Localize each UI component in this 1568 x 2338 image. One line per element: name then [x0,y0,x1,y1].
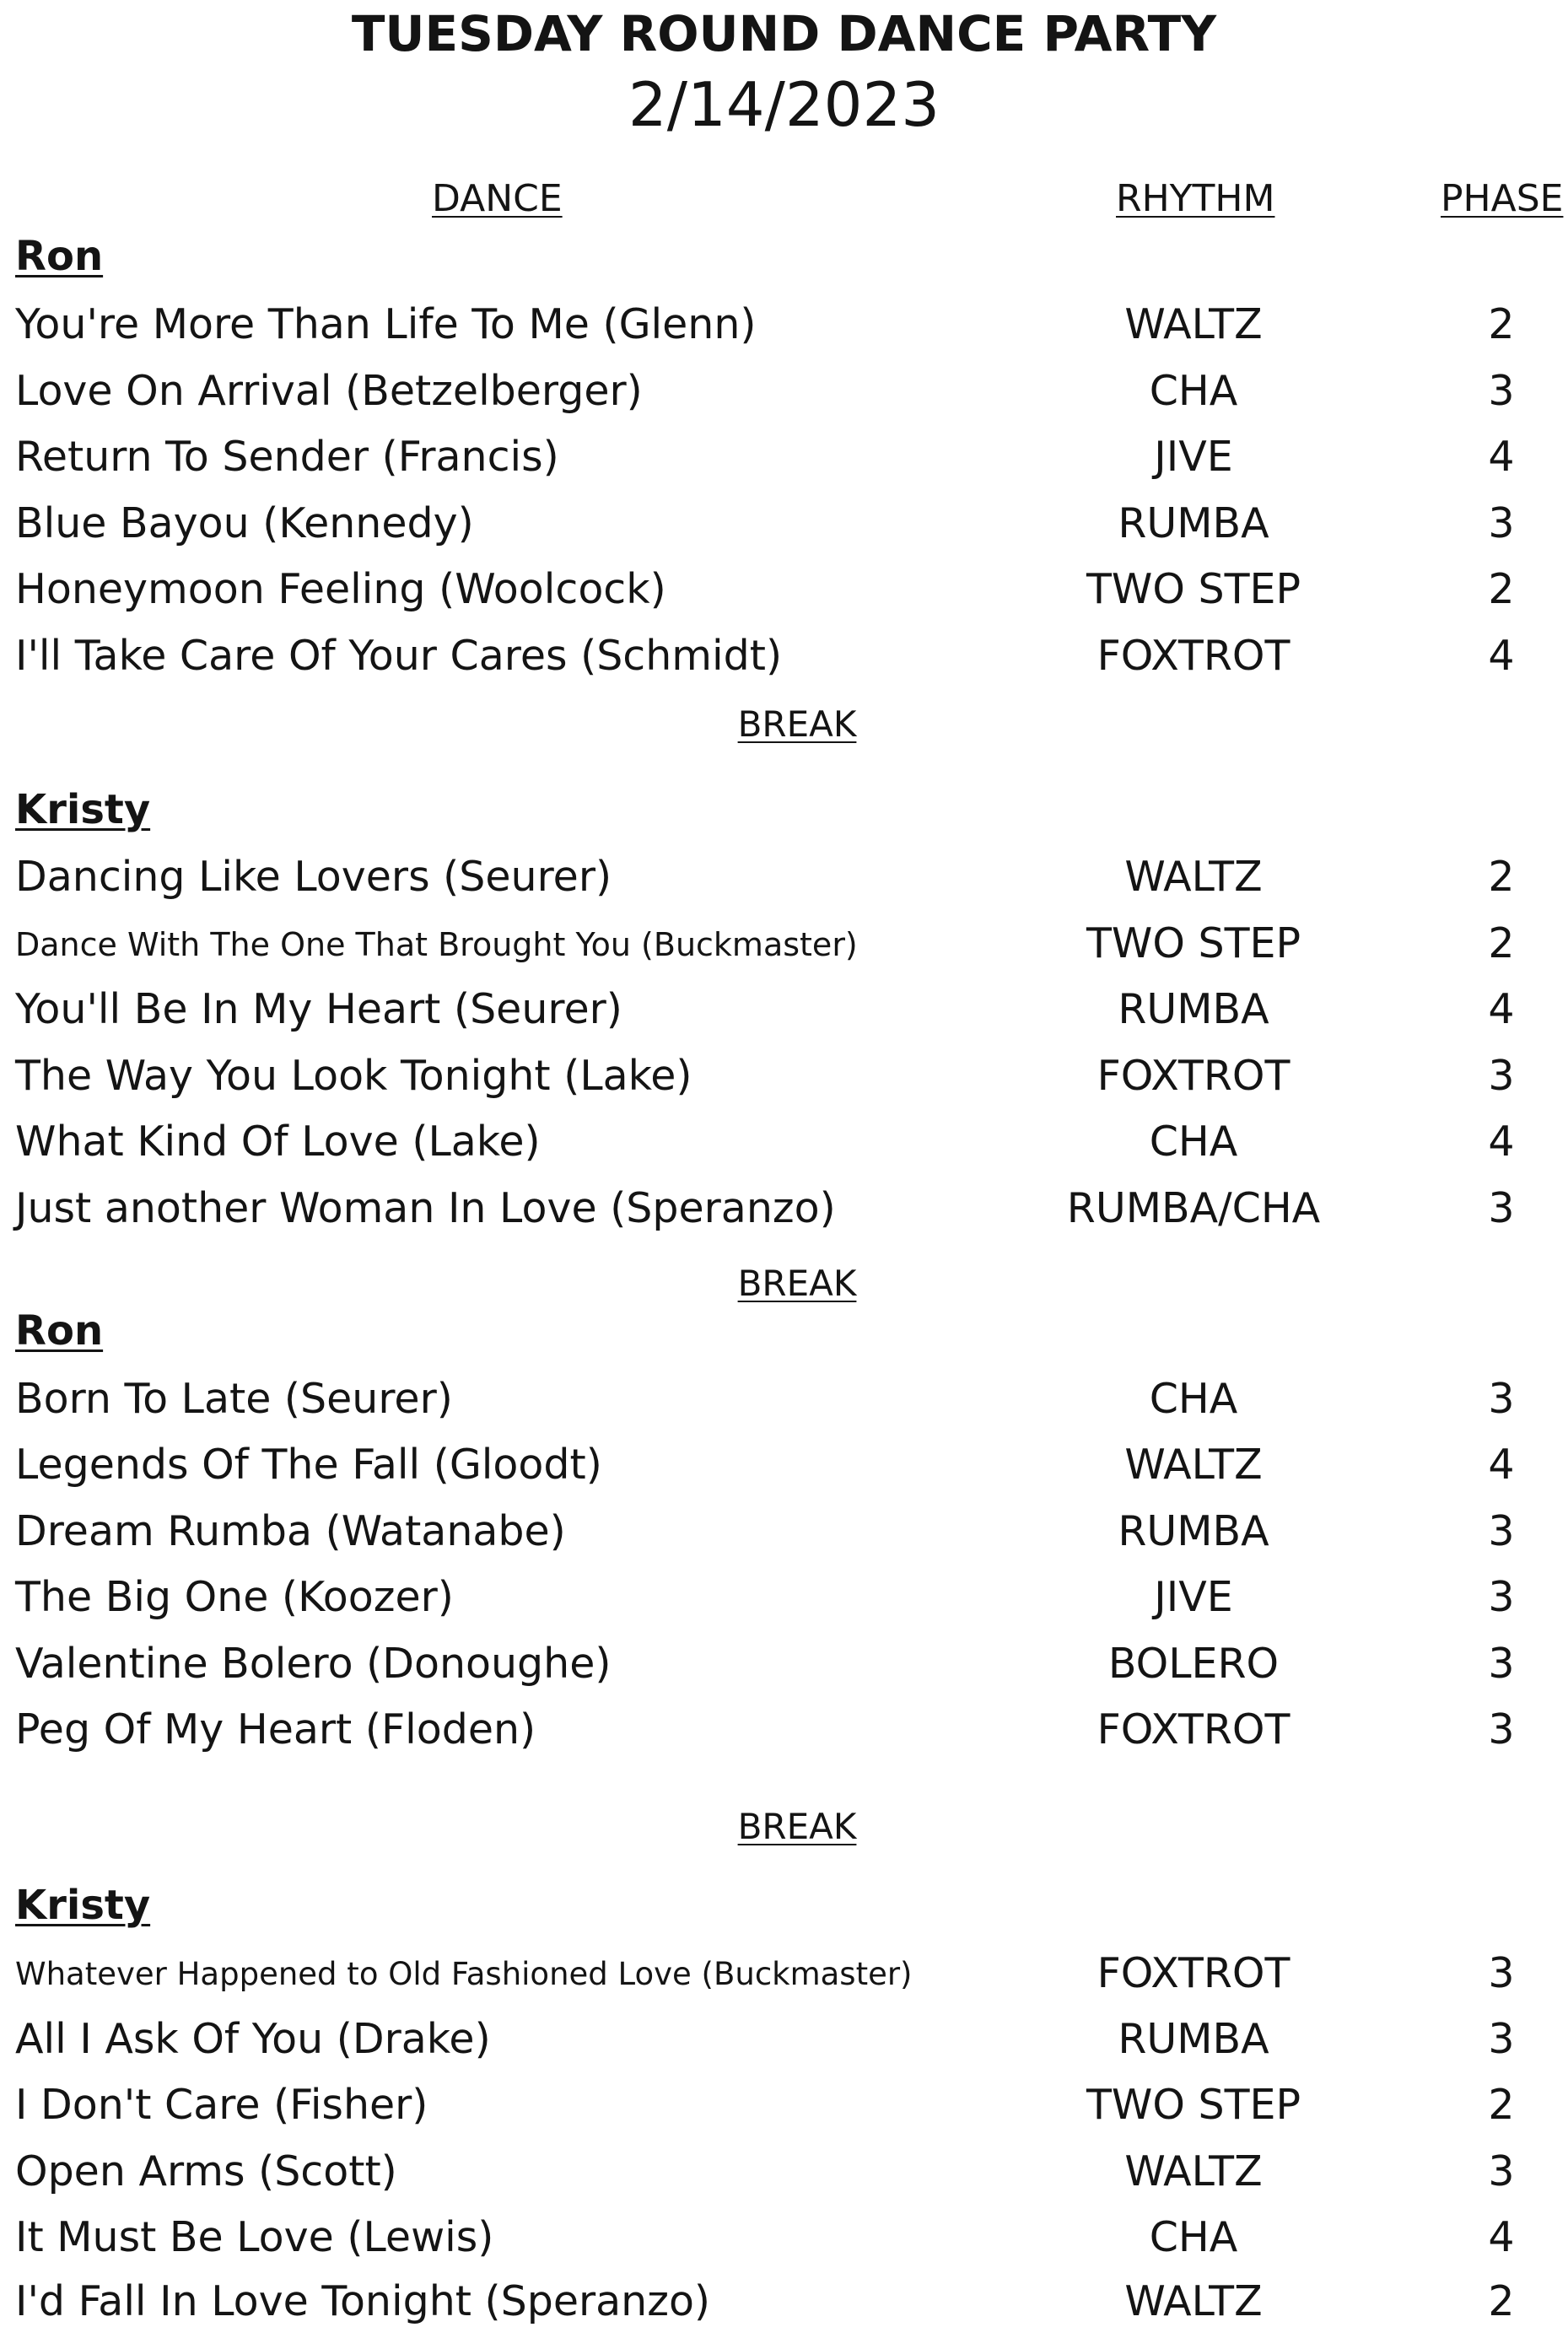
table-row [0,2277,1568,2336]
dance-rhythm: RUMBA [1118,2015,1269,2063]
dance-phase: 4 [1488,433,1515,481]
dance-rhythm: CHA [1149,1375,1238,1423]
dance-rhythm: TWO STEP [1086,2081,1301,2129]
dance-phase: 2 [1488,2081,1515,2129]
table-row [0,433,1568,492]
dance-name: It Must Be Love (Lewis) [15,2213,494,2261]
table-row [0,1441,1568,1500]
dance-name: Peg Of My Heart (Floden) [15,1705,536,1754]
column-header-phase: PHASE [1441,177,1564,220]
dance-rhythm: FOXTROT [1097,632,1291,680]
caller-heading: Ron [15,1307,104,1355]
dance-name: Open Arms (Scott) [15,2147,397,2195]
table-row [0,300,1568,359]
dance-phase: 2 [1488,565,1515,613]
dance-rhythm: FOXTROT [1097,1052,1291,1100]
dance-rhythm: WALTZ [1124,2147,1263,2195]
dance-name: I'd Fall In Love Tonight (Speranzo) [15,2277,711,2325]
dance-phase: 3 [1488,367,1515,415]
break-label: BREAK [737,703,857,745]
dance-name: What Kind Of Love (Lake) [15,1118,541,1166]
dance-phase: 3 [1488,1375,1515,1423]
dance-name: Return To Sender (Francis) [15,433,559,481]
dance-phase: 3 [1488,1184,1515,1232]
table-row [0,367,1568,426]
dance-name: The Big One (Koozer) [15,1573,454,1621]
dance-rhythm: TWO STEP [1086,565,1301,613]
dance-name: Love On Arrival (Betzelberger) [15,367,643,415]
dance-phase: 3 [1488,1052,1515,1100]
dance-rhythm: FOXTROT [1097,1949,1291,1997]
table-row [0,1375,1568,1434]
dance-rhythm: RUMBA/CHA [1066,1184,1321,1232]
table-row [0,2015,1568,2074]
caller-heading: Kristy [15,786,151,833]
table-row [0,919,1568,978]
dance-phase: 3 [1488,1705,1515,1754]
dance-rhythm: CHA [1149,1118,1238,1166]
table-row [0,1573,1568,1632]
table-row [0,1184,1568,1243]
table-row [0,632,1568,691]
table-row [0,565,1568,624]
dance-phase: 3 [1488,2015,1515,2063]
dance-phase: 4 [1488,632,1515,680]
table-row [0,2147,1568,2206]
dance-rhythm: WALTZ [1124,1441,1263,1489]
dance-rhythm: JIVE [1154,433,1233,481]
dance-rhythm: RUMBA [1118,1507,1269,1555]
dance-phase: 4 [1488,1118,1515,1166]
dance-phase: 3 [1488,1640,1515,1688]
event-date: 2/14/2023 [628,69,940,140]
dance-name: You're More Than Life To Me (Glenn) [15,300,757,348]
dance-rhythm: RUMBA [1118,499,1269,547]
dance-name: Whatever Happened to Old Fashioned Love (Buckmaster) [15,1956,913,1992]
dance-phase: 2 [1488,919,1515,967]
dance-name: I'll Take Care Of Your Cares (Schmidt) [15,632,783,680]
caller-heading: Ron [15,233,104,280]
dance-name: Dream Rumba (Watanabe) [15,1507,566,1555]
table-row [0,2213,1568,2272]
dance-rhythm: FOXTROT [1097,1705,1291,1754]
dance-phase: 4 [1488,2213,1515,2261]
column-header-dance: DANCE [432,177,563,220]
dance-name: Just another Woman In Love (Speranzo) [15,1184,836,1232]
table-row [0,853,1568,912]
dance-rhythm: WALTZ [1124,2277,1263,2325]
dance-phase: 2 [1488,853,1515,901]
table-row [0,1052,1568,1111]
dance-phase: 3 [1488,1949,1515,1997]
dance-phase: 3 [1488,1573,1515,1621]
dance-rhythm: JIVE [1154,1573,1233,1621]
dance-name: Dancing Like Lovers (Seurer) [15,853,612,901]
dance-rhythm: CHA [1149,367,1238,415]
dance-name: Blue Bayou (Kennedy) [15,499,474,547]
dance-rhythm: WALTZ [1124,300,1263,348]
table-row [0,1640,1568,1699]
dance-name: Legends Of The Fall (Gloodt) [15,1441,602,1489]
dance-rhythm: WALTZ [1124,853,1263,901]
table-row [0,2081,1568,2140]
dance-rhythm: RUMBA [1118,985,1269,1033]
table-row [0,1705,1568,1764]
dance-name: Dance With The One That Brought You (Buckmaster) [15,926,858,963]
dance-phase: 3 [1488,2147,1515,2195]
dance-phase: 2 [1488,300,1515,348]
table-row [0,499,1568,558]
dance-phase: 3 [1488,1507,1515,1555]
dance-name: You'll Be In My Heart (Seurer) [15,985,622,1033]
table-row [0,1949,1568,2008]
table-row [0,1507,1568,1566]
column-header-rhythm: RHYTHM [1116,177,1275,220]
dance-name: I Don't Care (Fisher) [15,2081,428,2129]
break-label: BREAK [737,1263,857,1304]
dance-phase: 3 [1488,499,1515,547]
dance-phase: 4 [1488,985,1515,1033]
table-row [0,985,1568,1044]
dance-name: Valentine Bolero (Donoughe) [15,1640,612,1688]
dance-rhythm: TWO STEP [1086,919,1301,967]
dance-rhythm: BOLERO [1107,1640,1280,1688]
dance-name: The Way You Look Tonight (Lake) [15,1052,692,1100]
caller-heading: Kristy [15,1882,151,1929]
table-row [0,1118,1568,1177]
dance-name: Honeymoon Feeling (Woolcock) [15,565,666,613]
break-label: BREAK [737,1806,857,1847]
dance-name: Born To Late (Seurer) [15,1375,453,1423]
dance-phase: 4 [1488,1441,1515,1489]
page-title: TUESDAY ROUND DANCE PARTY [351,5,1217,62]
dance-rhythm: CHA [1149,2213,1238,2261]
dance-name: All I Ask Of You (Drake) [15,2015,491,2063]
dance-phase: 2 [1488,2277,1515,2325]
